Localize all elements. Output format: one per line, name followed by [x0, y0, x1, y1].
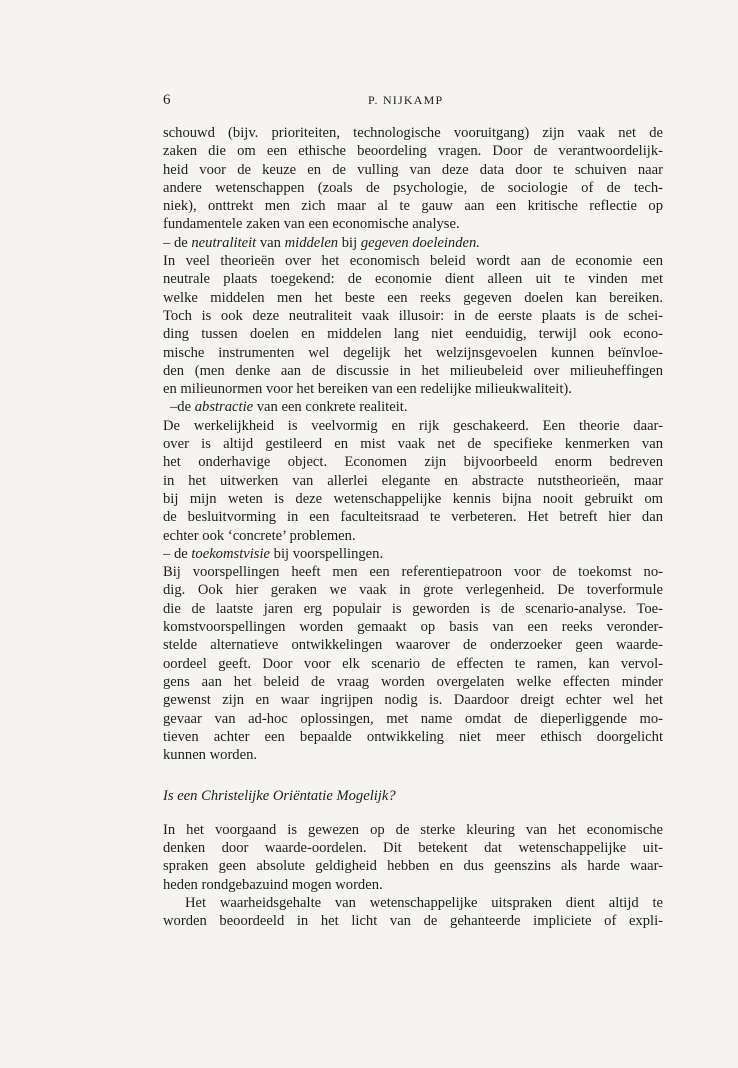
emphasis: abstractie [194, 399, 254, 416]
text-line: oordeel geeft. Door voor elk scenario de effecten te ramen, kan vervol- [163, 655, 663, 672]
text-line: Toch is ook deze neutraliteit vaak illusoir: in de eerste plaats is de schei- [163, 307, 663, 324]
page-header [163, 92, 663, 110]
list-item-abstractie [163, 398, 663, 416]
emphasis: neutraliteit [191, 234, 257, 251]
emphasis: toekomstvisie [191, 545, 270, 562]
text-line: andere wetenschappen (zoals de psychologie, de sociologie of de tech- [163, 179, 663, 196]
text-line: De werkelijkheid is veelvormig en rijk geschakeerd. Een theorie daar- [163, 417, 663, 434]
text-line: spraken geen absolute geldigheid hebben en dus geenszins als harde waar- [163, 858, 663, 875]
paragraph [163, 563, 663, 764]
list-text: van [256, 234, 285, 251]
text-line: en milieunormen voor het bereiken van een redelijke milieukwaliteit). [163, 381, 572, 398]
text-line: ding tussen doelen en middelen lang niet eenduidig, terwijl ook econo- [163, 326, 663, 343]
list-dash: – de [163, 545, 192, 562]
running-head: P. NIJKAMP [368, 93, 444, 107]
text-line: heid voor de keuze en de vulling van deze data door te schuiven naar [163, 161, 663, 178]
text-line: komstvoorspellingen worden gemaakt op basis van een reeks veronder- [163, 619, 663, 636]
text-line: In veel theorieën over het economisch beleid wordt aan de economie een [163, 253, 663, 270]
body-text [163, 124, 663, 930]
list-text: bij [338, 234, 361, 251]
text-line: kunnen worden. [163, 747, 258, 764]
text-line: gens aan het beleid de vraag worden overgelaten welke effecten minder [163, 673, 663, 690]
text-line: gewenst zijn en waar ingrijpen nodig is. Daardoor dreigt echter wel het [163, 692, 663, 709]
text-line: den (men denke aan de discussie in het milieubeleid over milieuheffingen [163, 362, 663, 379]
text-line: in het uitwerken van allerlei elegante en abstracte nutstheorieën, maar [163, 472, 663, 489]
text-line: mische instrumenten wel degelijk het welzijnsgevoelen kunnen beïnvloe- [163, 344, 663, 361]
text-line: Het waarheidsgehalte van wetenschappelijke uitspraken dient altijd te [185, 894, 663, 911]
text-line: bij mijn weten is deze wetenschappelijke kennis bijna nooit gebruikt om [163, 490, 663, 507]
text-line: over is altijd gestileerd en mist vaak net de specifieke kenmerken van [163, 436, 663, 453]
text-line: het onderhavige object. Economen zijn bijvoorbeeld enorm bedreven [163, 454, 663, 471]
text-line: welke middelen men het beste een reeks gegeven doelen kan bereiken. [163, 289, 663, 306]
list-text: bij voorspellingen. [270, 545, 384, 562]
text-line: tieven achter een bepaalde ontwikkeling niet meer ethisch doorgelicht [163, 728, 663, 745]
text-line: fundamentele zaken van een economische analyse. [163, 216, 460, 233]
paragraph [163, 252, 663, 398]
paragraph [163, 417, 663, 545]
text-line: Bij voorspellingen heeft men een referentiepatroon voor de toekomst no- [163, 564, 663, 581]
text-line: neutrale plaats toegekend: de economie dient alleen uit te vinden met [163, 271, 663, 288]
list-item-neutraliteit [163, 234, 663, 252]
text-line: heden rondgebazuind mogen worden. [163, 876, 383, 893]
emphasis: middelen [284, 234, 339, 251]
list-text: van een conkrete realiteit. [253, 399, 408, 416]
text-line: In het voorgaand is gewezen op de sterke kleuring van het economische [163, 821, 663, 838]
section-title: Is een Christelijke Oriëntatie Mogelijk? [163, 788, 396, 805]
text-line: dig. Ook hier geraken we vaak in grote verlegenheid. De toverformule [163, 582, 663, 599]
text-line: zaken die om een ethische beoordeling vragen. Door de verantwoordelijk- [163, 143, 663, 160]
text-line: niek), onttrekt men zich maar al te gauw aan een kritische reflectie op [163, 198, 663, 215]
list-item-toekomstvisie [163, 545, 663, 563]
text-line: denken door waarde-oordelen. Dit betekent dat wetenschappelijke uit- [163, 839, 663, 856]
text-line: stelde alternatieve ontwikkelingen waarover de onderzoeker geen waarde- [163, 637, 663, 654]
paragraph [163, 894, 663, 931]
text-line: die de laatste jaren erg populair is geworden is de scenario-analyse. Toe- [163, 600, 663, 617]
paragraph [163, 124, 663, 234]
text-line: schouwd (bijv. prioriteiten, technologische vooruitgang) zijn vaak net de [163, 125, 663, 141]
page-number: 6 [163, 92, 171, 108]
text-line: worden beoordeeld in het licht van de gehanteerde impliciete of expli- [163, 913, 663, 930]
text-line: gevaar van ad-hoc oplossingen, met name omdat de dieperliggende mo- [163, 710, 663, 727]
text-line: echter ook ‘concrete’ problemen. [163, 527, 356, 544]
text-line: de besluitvorming in een faculteitsraad te verbeteren. Het betreft hier dan [163, 509, 663, 526]
emphasis: gegeven doeleinden. [360, 234, 480, 251]
list-dash: –de [170, 399, 195, 416]
paragraph [163, 821, 663, 894]
list-dash: – de [163, 234, 192, 251]
